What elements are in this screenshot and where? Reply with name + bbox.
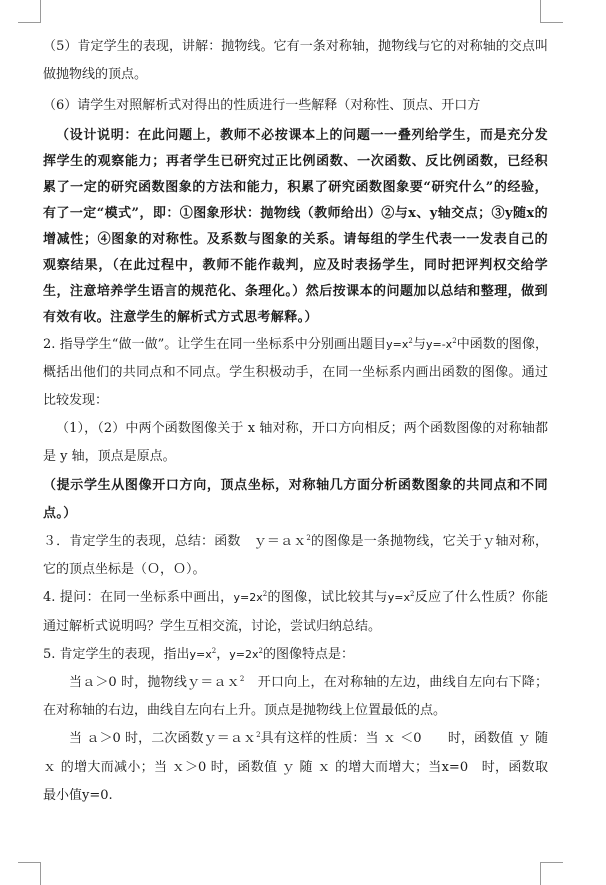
item-2-result: （1），（2）中两个函数图像关于 x 轴对称，开口方向相反；两个函数图像的对称轴都是 y 轴，顶点是原点。 bbox=[43, 421, 548, 465]
crop-mark-top-left bbox=[18, 0, 41, 23]
hint-note: （提示学生从图像开口方向，顶点坐标，对称轴几方面分析函数图象的共同点和不同点。） bbox=[43, 477, 548, 521]
item-4: 4. 提问：在同一坐标系中画出，$y=2x^2$的图像，试比较其与$y=x^2$反应了什么性质？你能通过解析式说明吗？学生互相交流，讨论，尝试归纳总结。 bbox=[43, 590, 548, 634]
item-3: ３．肯定学生的表现，总结：函数 ｙ＝ａｘ$^2$的图像是一条抛物线，它关于ｙ轴对称，它的顶点坐标是（Ｏ，Ｏ）。 bbox=[43, 534, 548, 578]
crop-mark-bottom-right bbox=[540, 862, 563, 885]
item-5-case-b: 当 ａ＞0 时，二次函数ｙ＝ａｘ$^2$具有这样的性质：当 ｘ ＜0 时，函数值 ｙ 随 ｘ 的增大而减小；当 ｘ＞0 时，函数值 ｙ 随 ｘ 的增大而增大；当x=0 时，函数取最小值y=0. bbox=[43, 731, 548, 803]
document-page bbox=[43, 33, 548, 810]
item-5-case-a: 当ａ＞0 时，抛物线ｙ＝ａｘ$^2$ 开口向上，在对称轴的左边，曲线自左向右下降；在对称轴的右边，曲线自左向右上升。顶点是抛物线上位置最低的点。 bbox=[43, 675, 548, 719]
paragraph-5: （5）肯定学生的表现，讲解：抛物线。它有一条对称轴，抛物线与它的对称轴的交点叫做抛物线的顶点。 bbox=[43, 39, 548, 83]
paragraph-6: （6）请学生对照解析式对得出的性质进行一些解释（对称性、顶点、开口方 bbox=[43, 98, 481, 114]
design-note: （设计说明：在此问题上，教师不必按课本上的问题一一叠列给学生，而是充分发挥学生的观察能力；再者学生已研究过正比例函数、一次函数、反比例函数，已经积累了一定的研究函数图象的方法和能力，积累了研究函数图象要“研究什么”的经验，有了一定“模式”，即：①图象形状：抛物线（教师给出）②与x、y轴交点；③y随x的增减性；④图象的对称性。及系数与图象的关系。请每组的学生代表一一发表自己的观察结果，（在此过程中，教师不能作裁判，应及时表扬学生，同时把评判权交给学生，注意培养学生语言的规范化、条理化。）然后按课本的问题加以总结和整理，做到有效有收。注意学生的解析式方式思考解释。） bbox=[43, 127, 548, 325]
item-2: 2. 指导学生“做一做”。让学生在同一坐标系中分别画出题目$y=x^2$与$y=-x^2$中函数的图像，概括出他们的共同点和不同点。学生积极动手，在同一坐标系内画出函数的图像。通过比较发现： bbox=[43, 336, 548, 409]
item-5: 5. 肯定学生的表现，指出$y=x^2$，$y=2x^2$的图像特点是： bbox=[43, 646, 355, 662]
crop-mark-bottom-left bbox=[18, 862, 41, 885]
crop-mark-top-right bbox=[540, 0, 563, 23]
